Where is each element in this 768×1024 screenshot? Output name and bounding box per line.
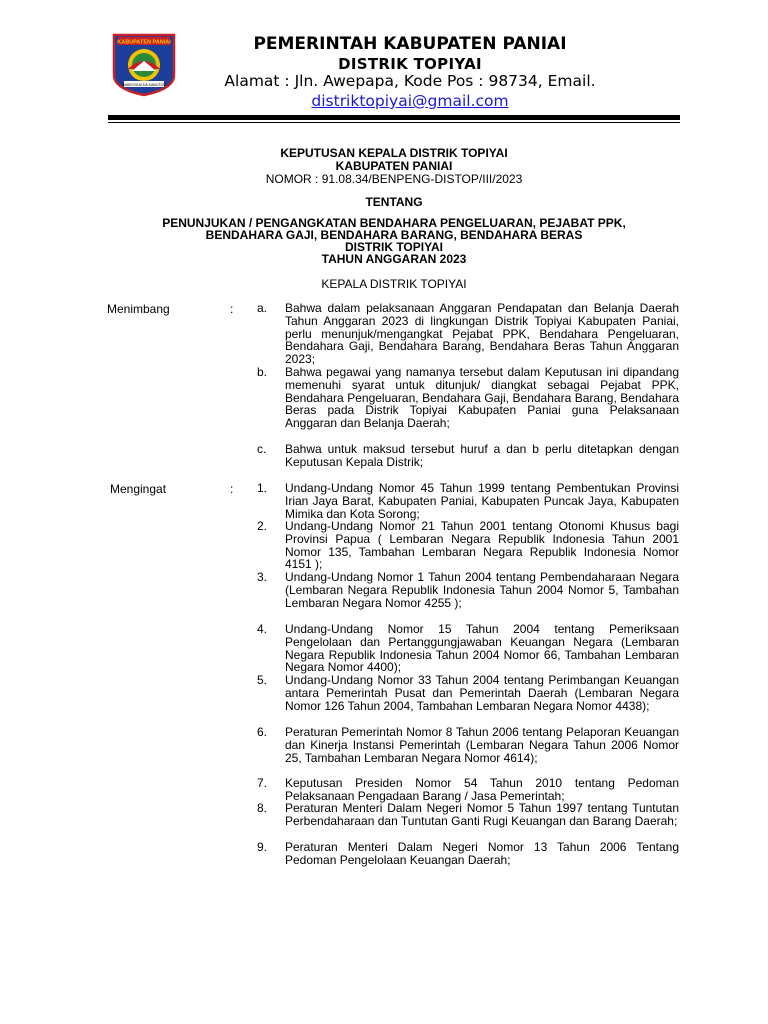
list-item-text: Undang-Undang Nomor 21 Tahun 2001 tentang Otonomi Khusus bagi Provinsi Papua ( Lembaran Negara Republik Indonesia Tahun 2001 Nomor 135, Tambahan Lembaran Negara Republik Indonesia Nomor 4151 ); <box>285 519 679 572</box>
list-item-text: Bahwa pegawai yang namanya tersebut dalam Keputusan ini dipandang memenuhi syarat untuk ditunjuk/ diangkat sebagai Pejabat PPK, Bendahara Pengeluaran, Bendahara Gaji, Bendahara Barang, Bendahara Beras pada Distrik Topiyai Kabupaten Paniai guna Pelaksanaan Anggaran dan Belanja Daerah; <box>285 365 679 431</box>
letterhead-district: DISTRIK TOPIYAI <box>338 55 482 73</box>
list-item-text: Undang-Undang Nomor 33 Tahun 2004 tentang Perimbangan Keuangan antara Pemerintah Pusat dan Pemerintah Daerah (Lembaran Negara Nomor 126 Tahun 2004, Tambahan Lembaran Negara Nomor 4438); <box>285 673 679 713</box>
letterhead-email-link[interactable]: distriktopiyai@gmail.com <box>311 92 509 110</box>
list-item <box>257 520 679 571</box>
list-item <box>257 802 679 828</box>
decree-number: NOMOR : 91.08.34/BENPENG-DISTOP/III/2023 <box>265 172 523 186</box>
list-item <box>257 366 679 430</box>
section-label-menimbang: Menimbang <box>107 302 170 316</box>
list-item-text: Bahwa dalam pelaksanaan Anggaran Pendapatan dan Belanja Daerah Tahun Anggaran 2023 di lingkungan Distrik Topiyai Kabupaten Paniai, perlu menunjuk/mengangkat Pejabat PPK, Bendahara Pengeluaran, Bendahara Gaji, Bendahara Barang, Bendahara Beras Tahun Anggaran 2023; <box>285 301 679 367</box>
list-item-text: Undang-Undang Nomor 45 Tahun 1999 tentang Pembentukan Provinsi Irian Jaya Barat, Kabupaten Paniai, Kabupaten Puncak Jaya, Kabupaten Mimika dan Kota Sorong; <box>285 481 679 521</box>
letterhead-address: Alamat : Jln. Awepapa, Kode Pos : 98734, Email. <box>224 72 596 90</box>
list-item <box>257 443 679 469</box>
list-item <box>257 841 679 867</box>
letterhead-divider-thin <box>108 122 680 123</box>
list-item-text: Peraturan Menteri Dalam Negeri Nomor 5 Tahun 1997 tentang Tuntutan Perbendaharaan dan Tuntutan Ganti Rugi Keuangan dan Barang Daerah; <box>285 801 679 828</box>
list-item <box>257 571 679 609</box>
list-item-text: Peraturan Pemerintah Nomor 8 Tahun 2006 tentang Pelaporan Keuangan dan Kinerja Instansi Pemerintah (Lembaran Negara Tahun 2006 Nomor 25, Tambahan Lembaran Negara Nomor 4614); <box>285 725 679 765</box>
decree-official: KEPALA DISTRIK TOPIYAI <box>321 277 467 291</box>
decree-title: KEPUTUSAN KEPALA DISTRIK TOPIYAI <box>280 146 508 160</box>
list-item-marker: c. <box>257 442 267 456</box>
list-item <box>257 623 679 674</box>
list-item-marker: 7. <box>257 776 268 790</box>
decree-subject-line4: TAHUN ANGGARAN 2023 <box>321 252 467 266</box>
list-item <box>257 777 679 803</box>
list-item <box>257 302 679 366</box>
list-item-text: Keputusan Presiden Nomor 54 Tahun 2010 tentang Pedoman Pelaksanaan Pengadaan Barang / Jasa Pemerintah; <box>285 776 679 803</box>
list-item <box>257 726 679 764</box>
decree-subject-line1: PENUNJUKAN / PENGANGKATAN BENDAHARA PENGELUARAN, PEJABAT PPK, <box>162 216 626 230</box>
letterhead-government: PEMERINTAH KABUPATEN PANIAI <box>253 34 567 54</box>
letterhead-divider-thick <box>108 115 680 120</box>
list-item-marker: b. <box>257 365 268 379</box>
decree-subject-line3: DISTRIK TOPIYAI <box>344 240 444 254</box>
list-item-marker: 2. <box>257 519 268 533</box>
decree-subject-line2: BENDAHARA GAJI, BENDAHARA BARANG, BENDAHARA BERAS <box>205 228 583 242</box>
list-item <box>257 482 679 520</box>
regency-emblem-logo <box>110 31 178 97</box>
list-item-marker: 8. <box>257 801 268 815</box>
list-item-marker: 6. <box>257 725 268 739</box>
list-item-marker: 3. <box>257 570 268 584</box>
list-item-text: Bahwa untuk maksud tersebut huruf a dan b perlu ditetapkan dengan Keputusan Kepala Distrik; <box>285 442 679 469</box>
svg-text:AMBIYOKAI DA KABUTOU: AMBIYOKAI DA KABUTOU <box>122 82 166 87</box>
list-item-text: Undang-Undang Nomor 15 Tahun 2004 tentang Pemeriksaan Pengelolaan dan Pertanggungjawaban Keuangan Negara (Lembaran Negara Republik Indonesia Tahun 2004 Nomor 66, Tambahan Lembaran Negara Nomor 4400); <box>285 622 679 675</box>
list-item-marker: 4. <box>257 622 268 636</box>
list-item-text: Undang-Undang Nomor 1 Tahun 2004 tentang Pembendaharaan Negara (Lembaran Negara Republik Indonesia Tahun 2004 Nomor 5, Tambahan Lembaran Negara Nomor 4255 ); <box>285 570 679 610</box>
decree-regency: KABUPATEN PANIAI <box>335 159 453 173</box>
list-item-marker: 5. <box>257 673 268 687</box>
list-item-marker: 1. <box>257 481 268 495</box>
list-item <box>257 674 679 712</box>
section-label-mengingat: Mengingat <box>110 482 167 496</box>
list-item-marker: a. <box>257 301 268 315</box>
list-item-marker: 9. <box>257 840 268 854</box>
section-colon: : <box>230 482 234 496</box>
section-colon: : <box>230 302 234 316</box>
list-item-text: Peraturan Menteri Dalam Negeri Nomor 13 Tahun 2006 Tentang Pedoman Pengelolaan Keuangan Daerah; <box>285 840 679 867</box>
decree-tentang: TENTANG <box>365 195 423 209</box>
svg-text:KABUPATEN PANIAI: KABUPATEN PANIAI <box>117 39 171 46</box>
